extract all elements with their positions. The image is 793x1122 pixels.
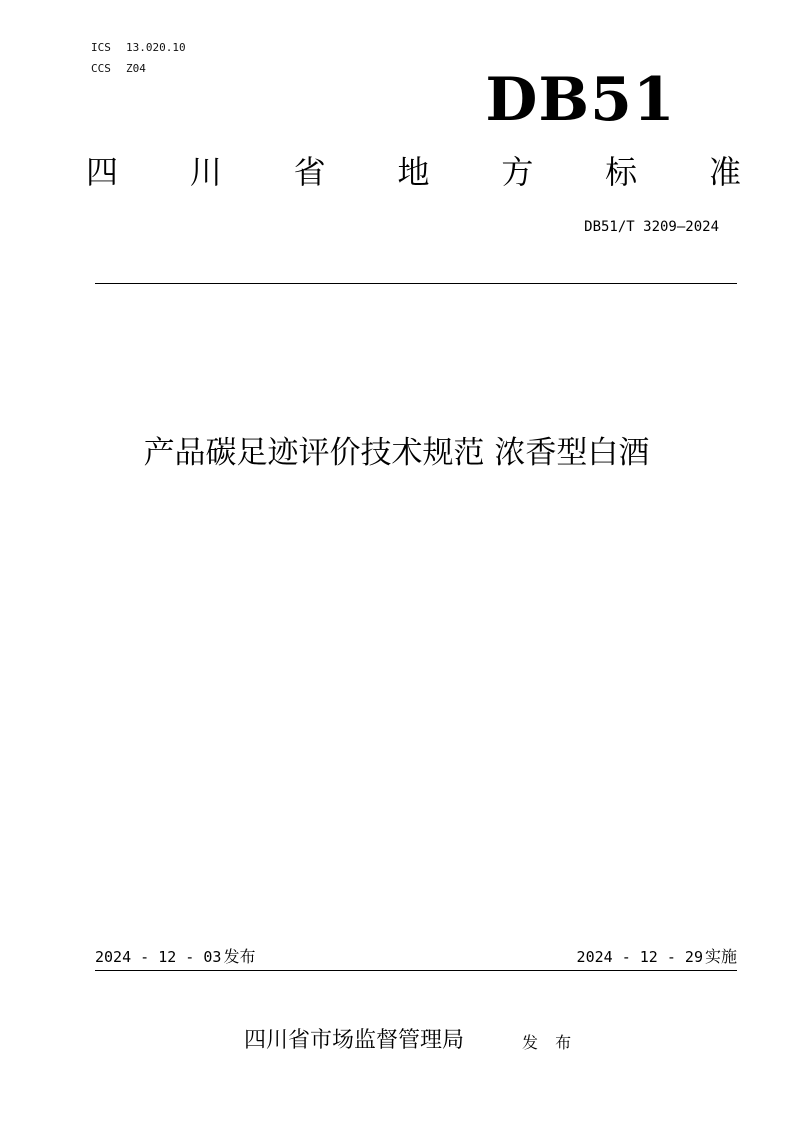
top-divider [95, 283, 737, 284]
issue-label: 发 布 [522, 1033, 578, 1052]
publish-date: 2024 - 12 - 03 [95, 948, 222, 966]
classification-codes [91, 37, 186, 79]
standard-category [86, 150, 741, 194]
ccs-code: Z04 [126, 62, 146, 75]
ics-code: 13.020.10 [126, 41, 186, 54]
publish-date-group [95, 945, 255, 969]
category-char: 省 [293, 153, 326, 191]
category-char: 地 [397, 153, 430, 191]
issuing-authority: 四川省市场监督管理局 [244, 1028, 465, 1053]
category-char: 川 [189, 153, 222, 191]
ccs-label: CCS [91, 62, 111, 75]
ics-line [91, 37, 186, 58]
standard-prefix: DB51 [485, 65, 676, 135]
ccs-line [91, 58, 186, 79]
ics-label: ICS [91, 41, 111, 54]
bottom-divider [95, 970, 737, 971]
date-line [95, 945, 737, 969]
implement-label: 实施 [704, 947, 737, 966]
standard-number: DB51/T 3209—2024 [584, 219, 719, 235]
category-char: 方 [501, 153, 534, 191]
implement-date: 2024 - 12 - 29 [576, 948, 703, 966]
document-title: 产品碳足迹评价技术规范 浓香型白酒 [143, 435, 650, 471]
category-char: 四 [86, 153, 119, 191]
publish-label: 发布 [223, 947, 256, 966]
category-char: 准 [708, 153, 741, 191]
category-char: 标 [605, 153, 638, 191]
implement-date-group [577, 945, 737, 969]
